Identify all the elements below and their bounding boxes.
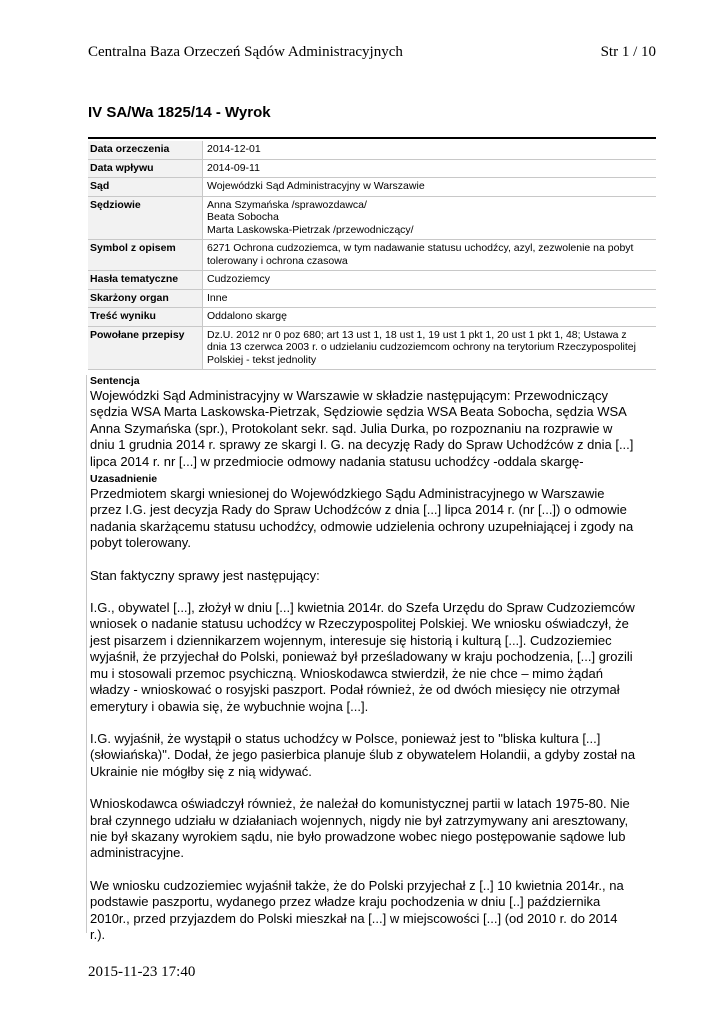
metadata-value-line: 6271 Ochrona cudzoziemca, w tym nadawanie statusu uchodźcy, azyl, zezwolenie na pobyt [207, 242, 634, 254]
sentencja-text [90, 388, 656, 470]
paragraph-line: emerytury i obawia się, że wybuchnie wojna [...]. [90, 698, 369, 714]
paragraph-line: We wniosku cudzoziemiec wyjaśnił także, że do Polski przyjechał z [..] 10 kwietnia 2014r., na [90, 877, 624, 893]
metadata-label: Sąd [88, 178, 203, 196]
metadata-label: Data wpływu [88, 160, 203, 178]
paragraph-line: nadania skarżącemu statusu uchodźcy, odmowie udzielenia ochrony uzupełniającej i zgody na [90, 518, 634, 534]
paragraph [90, 568, 656, 584]
paragraph-gap [90, 584, 656, 600]
metadata-label: Skarżony organ [88, 290, 203, 308]
metadata-value-line: Marta Laskowska-Pietrzak /przewodniczący/ [207, 223, 414, 236]
paragraph-line: przez I.G. jest decyzja Rady do Spraw Uchodźców z dnia [...] lipca 2014 r. (nr [...]) o odmowie [90, 502, 627, 518]
metadata-row [88, 178, 656, 197]
paragraph-gap [90, 780, 656, 796]
metadata-value [203, 271, 656, 289]
metadata-value-line: dnia 13 czerwca 2003 r. o udzielaniu cudzoziemcom ochrony na terytorium Rzeczypospolitej [207, 341, 636, 353]
metadata-label: Hasła tematyczne [88, 271, 203, 289]
metadata-row [88, 141, 656, 160]
judgment-body [86, 375, 656, 942]
paragraph-gap [90, 552, 656, 568]
metadata-value-line: Anna Szymańska /sprawozdawca/ [207, 198, 367, 211]
metadata-value [203, 160, 656, 178]
paragraph-gap [90, 862, 656, 878]
metadata-value-line: 2014-12-01 [207, 143, 261, 155]
paragraph-line: Przedmiotem skargi wniesionej do Wojewódzkiego Sądu Administracyjnego w Warszawie [90, 486, 605, 502]
metadata-label: Powołane przepisy [88, 327, 203, 370]
metadata-value [203, 197, 656, 240]
metadata-row [88, 327, 656, 371]
paragraph-line: Wnioskodawca oświadczył również, że należał do komunistycznej partii w latach 1975-80. Nie [90, 796, 630, 812]
metadata-label: Data orzeczenia [88, 141, 203, 159]
metadata-row [88, 290, 656, 309]
paragraph-line: administracyjne. [90, 845, 184, 861]
paragraph-line: I.G. wyjaśnił, że wystąpił o status uchodźcy w Polsce, ponieważ jest to "bliska kultura [...] [90, 730, 601, 746]
paragraph-line: Stan faktyczny sprawy jest następujący: [90, 567, 320, 583]
metadata-value-line: Oddalono skargę [207, 310, 287, 322]
site-name: Centralna Baza Orzeczeń Sądów Administracyjnych [88, 44, 403, 60]
metadata-label: Sędziowie [88, 197, 203, 240]
metadata-row [88, 240, 656, 271]
paragraph-line: podstawie paszportu, wydanego przez władze kraju pochodzenia w dniu [..] października [90, 894, 601, 910]
paragraph [90, 600, 656, 715]
paragraph-line: jest pisarzem i dziennikarzem wojennym, interesuje się historią i kulturą [...]. Cudzoziemiec [90, 632, 612, 648]
page-header [88, 44, 656, 61]
paragraph [90, 878, 656, 944]
metadata-label: Symbol z opisem [88, 240, 203, 270]
metadata-row [88, 197, 656, 241]
paragraph-line: (słowiańska)". Dodał, że jego pasierbica planuje ślub z obywatelem Holandii, a gdyby został na [90, 747, 636, 763]
metadata-value-line: Dz.U. 2012 nr 0 poz 680; art 13 ust 1, 18 ust 1, 19 ust 1 pkt 1, 20 ust 1 pkt 1, 48; Ustawa z [207, 328, 627, 341]
sentencja-label: Sentencja [90, 375, 140, 387]
title-divider [88, 137, 656, 139]
paragraph-line: władzy - wnioskować o rosyjski paszport. Podał również, że od dwóch miesięcy nie otrzymał [90, 682, 620, 698]
metadata-value-line: Inne [207, 291, 228, 304]
metadata-value [203, 178, 656, 196]
metadata-value [203, 308, 656, 326]
sentencja-line: sędzia WSA Marta Laskowska-Pietrzak, Sędziowie sędzia WSA Beata Sobocha, sędzia WSA [90, 404, 627, 420]
metadata-value-line: Cudzoziemcy [207, 273, 271, 285]
metadata-value-line: Polskiej - tekst jednolity [207, 353, 317, 366]
metadata-row [88, 271, 656, 290]
paragraph-line: mu i stosowali przemoc psychiczną. Wnioskodawca stwierdził, że nie chce – mimo żądań [90, 665, 603, 681]
metadata-value-line: Wojewódzki Sąd Administracyjny w Warszawie [207, 180, 425, 192]
paragraph-line: 2010r., przed przyjazdem do Polski mieszkał na [...] w miejscowości [...] (od 2010 r. do 2014 [90, 910, 618, 926]
metadata-value-line: Beata Sobocha [207, 211, 279, 223]
document-title: IV SA/Wa 1825/14 - Wyrok [88, 104, 271, 121]
paragraph-line: nie był skazany wyrokiem sądu, nie było prowadzone wobec niego postępowanie sądowe lub [90, 828, 626, 844]
sentencja-line: Wojewódzki Sąd Administracyjny w Warszawie w składzie następującym: Przewodniczący [90, 388, 609, 403]
sentencja-line: Anna Szymańska (spr.), Protokolant sekr. sąd. Julia Durka, po rozpoznaniu na rozprawie w [90, 420, 613, 436]
metadata-value [203, 290, 656, 308]
metadata-value [203, 141, 656, 159]
paragraph-gap [90, 715, 656, 731]
metadata-value [203, 327, 656, 370]
paragraph-line: r.). [90, 926, 106, 942]
metadata-label: Treść wyniku [88, 308, 203, 326]
paragraph-line: I.G., obywatel [...], złożył w dniu [...] kwietnia 2014r. do Szefa Urzędu do Spraw Cudzoziemców [90, 600, 635, 616]
paragraph-line: pobyt tolerowany. [90, 535, 191, 551]
metadata-value [203, 240, 656, 270]
paragraph-line: wyjaśnił, że przyjechał do Polski, ponieważ był prześladowany w kraju pochodzenia, [...] grozili [90, 649, 633, 665]
metadata-value-line: tolerowany i ochrona czasowa [207, 254, 348, 267]
paragraph-line: wniosek o nadanie statusu uchodźcy w Rzeczypospolitej Polskiej. We wniosku oświadczył, że [90, 616, 629, 632]
sentencja-line: lipca 2014 r. nr [...] w przedmiocie odmowy nadania statusu uchodźcy -oddala skargę- [90, 453, 584, 469]
metadata-table [88, 141, 656, 370]
metadata-row [88, 160, 656, 179]
paragraph [90, 796, 656, 862]
sentencja-line: dniu 1 grudnia 2014 r. sprawy ze skargi I. G. na decyzję Rady do Spraw Uchodźców z dnia [...] [90, 437, 634, 453]
paragraph-line: Ukrainie nie mógłby się z nią widywać. [90, 763, 312, 779]
uzasadnienie-text [90, 486, 656, 943]
paragraph [90, 486, 656, 552]
metadata-row [88, 308, 656, 327]
page-number: Str 1 / 10 [600, 44, 656, 60]
paragraph-line: brał czynnego udziału w działaniach wojennych, nigdy nie był zatrzymywany ani aresztowany, [90, 812, 629, 828]
footer-timestamp: 2015-11-23 17:40 [88, 964, 196, 980]
metadata-value-line: 2014-09-11 [207, 161, 260, 174]
uzasadnienie-label: Uzasadnienie [90, 473, 158, 486]
paragraph [90, 731, 656, 780]
